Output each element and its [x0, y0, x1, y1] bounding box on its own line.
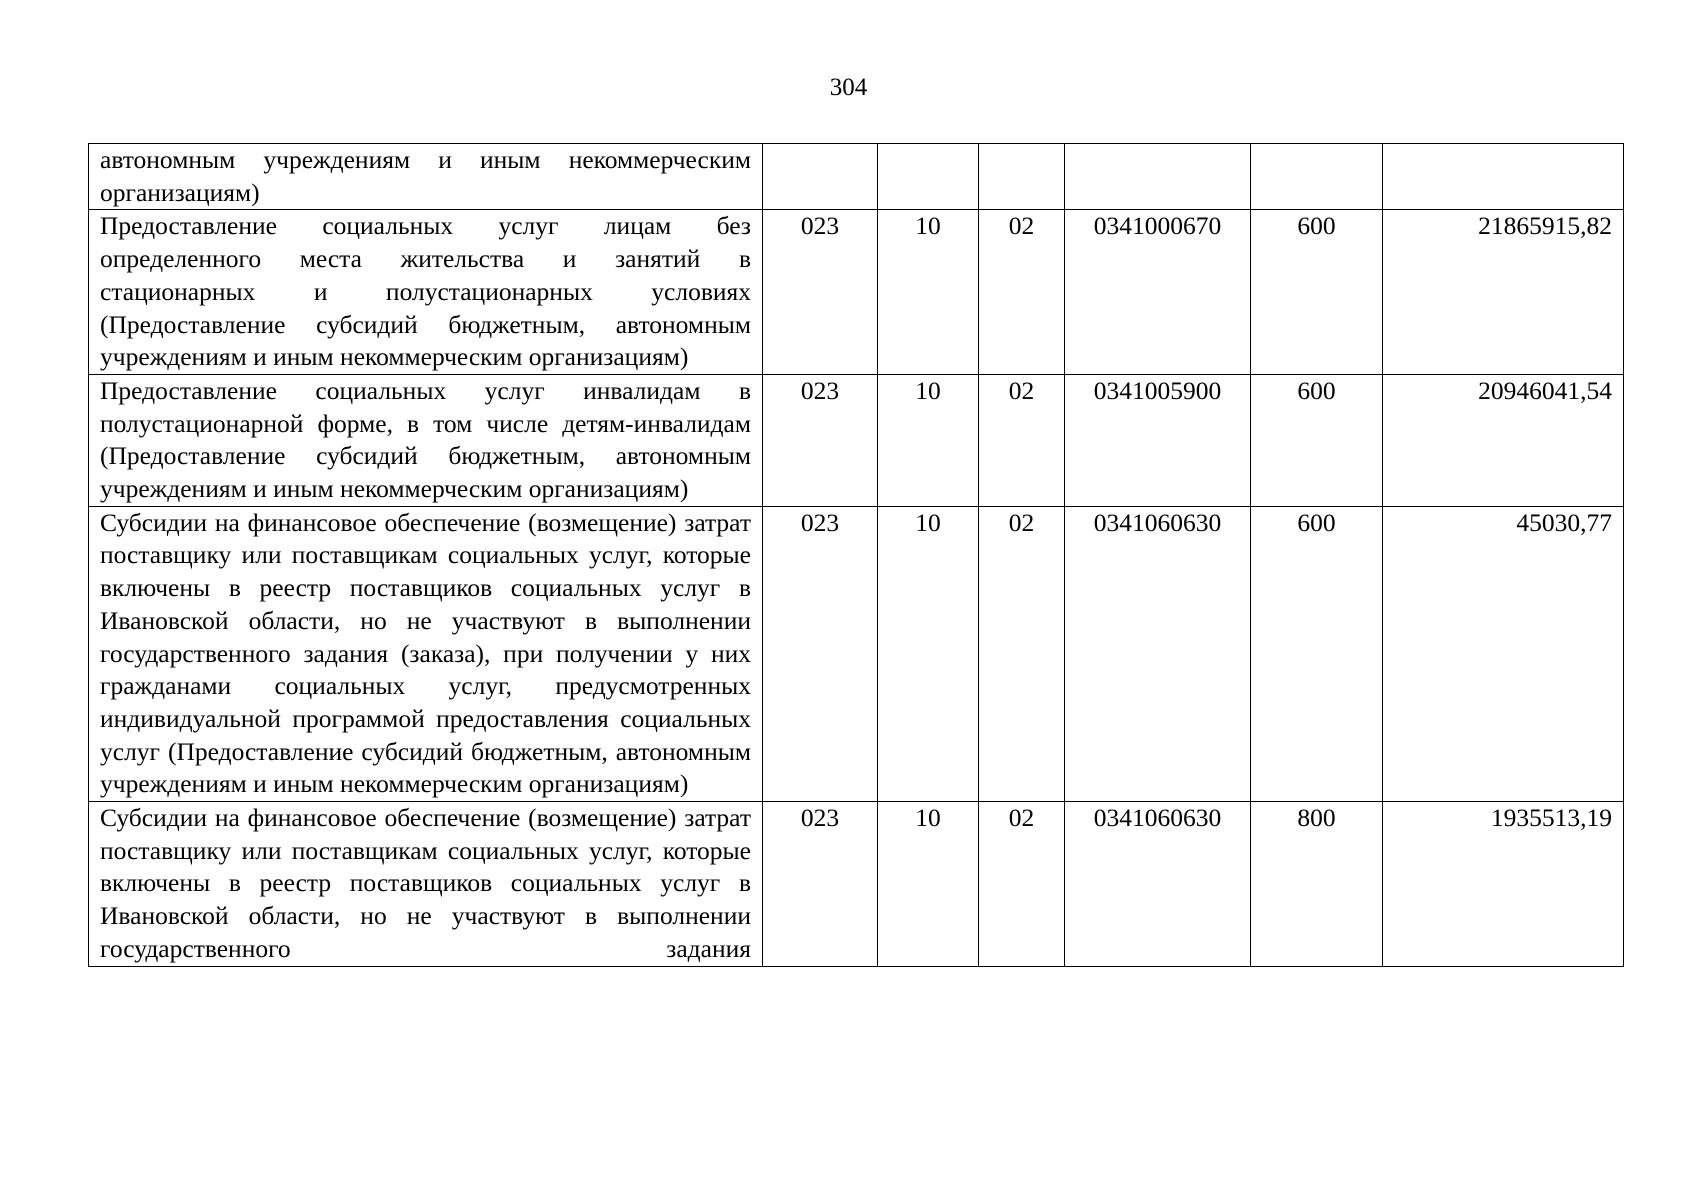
row-subsection-code: 02: [979, 374, 1065, 506]
row-expense-type: 600: [1251, 506, 1383, 801]
row-subsection-code: 02: [979, 210, 1065, 375]
row-section-code: 10: [878, 506, 979, 801]
page-number: 304: [829, 74, 868, 101]
row-amount: 21865915,82: [1383, 210, 1624, 375]
row-subsection-code: 02: [979, 506, 1065, 801]
row-section-code: 10: [878, 210, 979, 375]
row-expense-type: 600: [1251, 210, 1383, 375]
row-section-code: [878, 144, 979, 210]
table-row: [89, 374, 1624, 506]
row-section-code: 10: [878, 374, 979, 506]
table-row: [89, 210, 1624, 375]
row-description: Предоставление социальных услуг лицам без определенного места жительства и занятий в стационарных и полустационарных условиях (Предоставление субсидий бюджетным, автономным учреждениям и иным некоммерческим организациям): [89, 210, 763, 375]
row-ministry-code: [763, 144, 878, 210]
row-section-code: 10: [878, 802, 979, 967]
row-target-article: 0341060630: [1065, 802, 1251, 967]
row-subsection-code: 02: [979, 802, 1065, 967]
row-target-article: 0341000670: [1065, 210, 1251, 375]
row-target-article: 0341005900: [1065, 374, 1251, 506]
row-amount: [1383, 144, 1624, 210]
row-description: автономным учреждениям и иным некоммерческим организациям): [89, 144, 763, 210]
row-target-article: [1065, 144, 1251, 210]
row-expense-type: [1251, 144, 1383, 210]
row-description: Предоставление социальных услуг инвалидам в полустационарной форме, в том числе детям-инвалидам (Предоставление субсидий бюджетным, автономным учреждениям и иным некоммерческим организациям): [89, 374, 763, 506]
row-amount: 1935513,19: [1383, 802, 1624, 967]
row-expense-type: 800: [1251, 802, 1383, 967]
table-row: [89, 144, 1624, 210]
row-ministry-code: 023: [763, 374, 878, 506]
budget-table: [88, 143, 1624, 967]
table-row: [89, 802, 1624, 967]
table-row: [89, 506, 1624, 801]
row-ministry-code: 023: [763, 210, 878, 375]
row-ministry-code: 023: [763, 506, 878, 801]
row-target-article: 0341060630: [1065, 506, 1251, 801]
row-expense-type: 600: [1251, 374, 1383, 506]
row-amount: 20946041,54: [1383, 374, 1624, 506]
row-amount: 45030,77: [1383, 506, 1624, 801]
row-description: Субсидии на финансовое обеспечение (возмещение) затрат поставщику или поставщикам социальных услуг, которые включены в реестр поставщиков социальных услуг в Ивановской области, но не участвуют в выполнении государственного задания (заказа), при получении у них гражданами социальных услуг, предусмотренных индивидуальной программой предоставления социальных услуг (Предоставление субсидий бюджетным, автономным учреждениям и иным некоммерческим организациям): [89, 506, 763, 801]
row-description: Субсидии на финансовое обеспечение (возмещение) затрат поставщику или поставщикам социальных услуг, которые включены в реестр поставщиков социальных услуг в Ивановской области, но не участвуют в выполнении государственного задания: [89, 802, 763, 967]
row-ministry-code: 023: [763, 802, 878, 967]
row-subsection-code: [979, 144, 1065, 210]
